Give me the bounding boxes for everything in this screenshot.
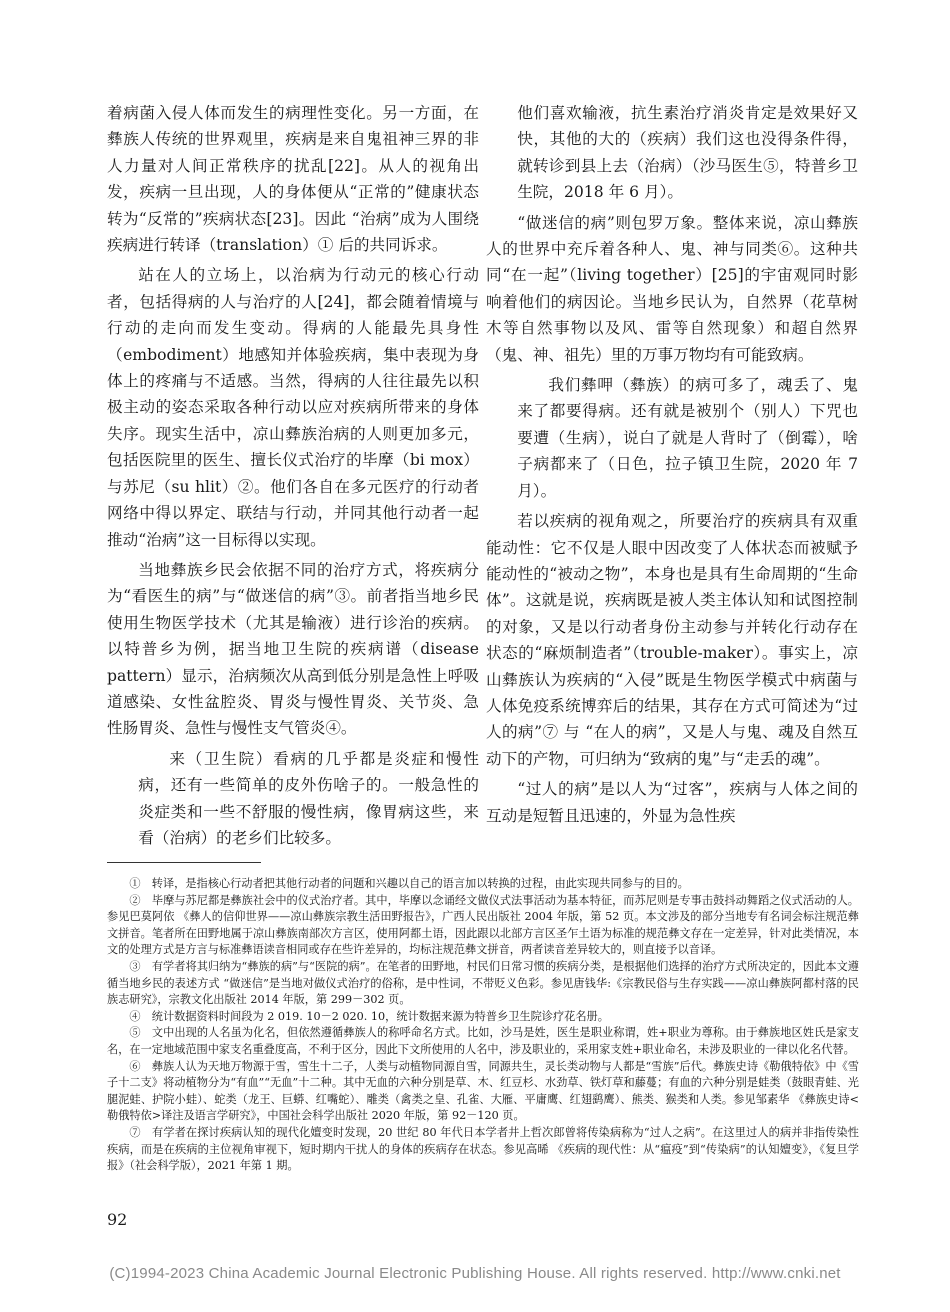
footnotes bbox=[107, 876, 859, 1175]
footnote: ④ 统计数据资料时间段为 2 019. 10－2 020. 10，统计数据来源为特普乡卫生院诊疗花名册。 bbox=[129, 1009, 609, 1023]
right-column bbox=[486, 100, 858, 829]
body-paragraph: 着病菌入侵人体而发生的病理性变化。另一方面，在彝族人传统的世界观里，疾病是来自鬼祖神三界的非人力量对人间正常秩序的扰乱[22]。从人的视角出发，疾病一旦出现，人的身体便从“正常的”健康状态转为“反常的”疾病状态[23]。因此 “治病”成为人围绕疾病进行转译（translation）① 后的共同诉求。 bbox=[107, 104, 479, 255]
page-number: 92 bbox=[107, 1210, 128, 1229]
footnote: ② 毕摩与苏尼都是彝族社会中的仪式治疗者。其中，毕摩以念诵经文做仪式法事活动为基本特征，而苏尼则是专事击鼓抖动舞蹈之仪式活动的人。参见巴莫阿依 《彝人的信仰世界——凉山彝族宗教生活田野报告》，广西人民出版社 2004 年版，第 52 页。本文涉及的部分当地专有名词会标注规范彝文拼音。笔者所在田野地属于凉山彝族南部次方言区，使用阿都土语，因此跟以北部方言区圣乍土语为标准的规范彝文存在一定差异，针对此类情况，本文的处理方式是方言与标准彝语读音相同或存在些许差异的，均标注规范彝文拼音，两者读音差异较大的，则直接予以音译。 bbox=[107, 893, 859, 957]
body-paragraph: 若以疾病的视角观之，所要治疗的疾病具有双重能动性：它不仅是人眼中因改变了人体状态而被赋予能动性的“被动之物”，本身也是具有生命周期的“生命体”。这就是说，疾病既是被人类主体认知和试图控制的对象，又是以行动者身份主动参与并转化行动存在状态的“麻烦制造者”（trouble-maker）。事实上，凉山彝族认为疾病的“入侵”既是生物医学模式中病菌与人体免疫系统博弈后的结果，其存在方式可简述为“过人的病”⑦ 与 “在人的病”，又是人与鬼、魂及自然互动下的产物，可归纳为“致病的鬼”与“走丢的魂”。 bbox=[486, 512, 858, 768]
interview-quote: 他们喜欢输液，抗生素治疗消炎肯定是效果好又快，其他的大的（疾病）我们这也没得条件得，就转诊到县上去（治病）（沙马医生⑤，特普乡卫生院，2018 年 6 月）。 bbox=[517, 104, 858, 202]
body-paragraph: 站在人的立场上，以治病为行动元的核心行动者，包括得病的人与治疗的人[24]，都会随着情境与行动的走向而发生变动。得病的人能最先具身性（embodiment）地感知并体验疾病，集中表现为身体上的疼痛与不适感。当然，得病的人往往最先以积极主动的姿态采取各种行动以应对疾病所带来的身体失序。现实生活中，凉山彝族治病的人则更加多元，包括医院里的医生、擅长仪式治疗的毕摩（bi mox）与苏尼（su hlit）②。他们各自在多元医疗的行动者网络中得以界定、联结与行动，并同其他行动者一起推动“治病”这一目标得以实现。 bbox=[107, 266, 479, 549]
body-paragraph: “做迷信的病”则包罗万象。整体来说，凉山彝族人的世界中充斥着各种人、鬼、神与同类⑥。这种共同“在一起”（living together）[25]的宇宙观同时影响着他们的病因论。当地乡民认为，自然界（花草树木等自然事物以及风、雷等自然现象）和超自然界（鬼、神、祖先）里的万事万物均有可能致病。 bbox=[486, 213, 858, 364]
interview-quote: 来（卫生院）看病的几乎都是炎症和慢性病，还有一些简单的皮外伤啥子的。一般急性的炎症类和一些不舒服的慢性病，像胃病这些，来看（治病）的老乡们比较多。 bbox=[138, 749, 479, 847]
footnote: ③ 有学者将其归纳为“彝族的病”与“医院的病”。在笔者的田野地，村民们日常习惯的疾病分类，是根据他们选择的治疗方式所决定的，因此本文遵循当地乡民的表述方式 “做迷信”是当地对做仪式治疗的俗称，是中性词，不带贬义色彩。参见唐钱华:《宗教民俗与生存实践——凉山彝族阿都村落的民族志研究》，宗教文化出版社 2014 年版，第 299－302 页。 bbox=[107, 959, 859, 1007]
interview-quote: 我们彝呷（彝族）的病可多了，魂丢了、鬼来了都要得病。还有就是被别个（别人）下咒也要遭（生病），说白了就是人背时了（倒霉），啥子病都来了（日色，拉子镇卫生院，2020 年 7 月）。 bbox=[517, 376, 858, 500]
footnote: ⑤ 文中出现的人名虽为化名，但依然遵循彝族人的称呼命名方式。比如，沙马是姓，医生是职业称谓，姓+职业为尊称。由于彝族地区姓氏是家支名，在一定地域范围中家支名重叠度高，不利于区分，因此下文所使用的人名中，涉及职业的，采用家支姓+职业命名，未涉及职业的一律以化名代替。 bbox=[107, 1026, 859, 1056]
left-column bbox=[107, 100, 479, 851]
footnote: ① 转译，是指核心行动者把其他行动者的问题和兴趣以自己的语言加以转换的过程，由此实现共同参与的目的。 bbox=[129, 877, 689, 890]
footnote-divider bbox=[107, 862, 261, 863]
copyright-notice: (C)1994-2023 China Academic Journal Electronic Publishing House. All rights reserved. http://www.cnki.net bbox=[109, 1265, 841, 1282]
footnote: ⑦ 有学者在探讨疾病认知的现代化嬗变时发现，20 世纪 80 年代日本学者井上哲次郎曾将传染病称为“过人之病”。在这里过人的病并非指传染性疾病，而是在疾病的主位视角审视下，短时期内干扰人的身体的疾病存在状态。参见高晞 《疾病的现代性：从“瘟疫”到“传染病”的认知嬗变》，《复旦学报》（社会科学版），2021 年第 1 期。 bbox=[107, 1125, 859, 1173]
body-paragraph: 当地彝族乡民会依据不同的治疗方式，将疾病分为“看医生的病”与“做迷信的病”③。前者指当地乡民使用生物医学技术（尤其是输液）进行诊治的疾病。以特普乡为例，据当地卫生院的疾病谱（disease pattern）显示，治病频次从高到低分别是急性上呼吸道感染、女性盆腔炎、胃炎与慢性胃炎、关节炎、急性肠胃炎、急性与慢性支气管炎④。 bbox=[107, 560, 479, 738]
body-paragraph: “过人的病”是以人为“过客”，疾病与人体之间的互动是短暂且迅速的，外显为急性疾 bbox=[486, 780, 858, 825]
footnote: ⑥ 彝族人认为天地万物源于雪，雪生十二子，人类与动植物同源自雪，同源共生，灵长类动物与人都是“雪族”后代。彝族史诗《勒俄特依》中《雪子十二支》将动植物分为“有血”“无血”十二种。其中无血的六种分别是草、木、红豆杉、水劲草、铁灯草和藤蔓；有血的六种分别是蛙类（鼓眼青蛙、光腿泥蛙、护院小蛙）、蛇类（龙王、巨蟒、红嘴蛇）、雕类（禽类之皇、孔雀、大雁、平庸鹰、红翅鹞鹰）、熊类、猴类和人类。参见邹素华 《彝族史诗<勒俄特依>译注及语言学研究》，中国社会科学出版社 2020 年版，第 92－120 页。 bbox=[107, 1059, 859, 1123]
